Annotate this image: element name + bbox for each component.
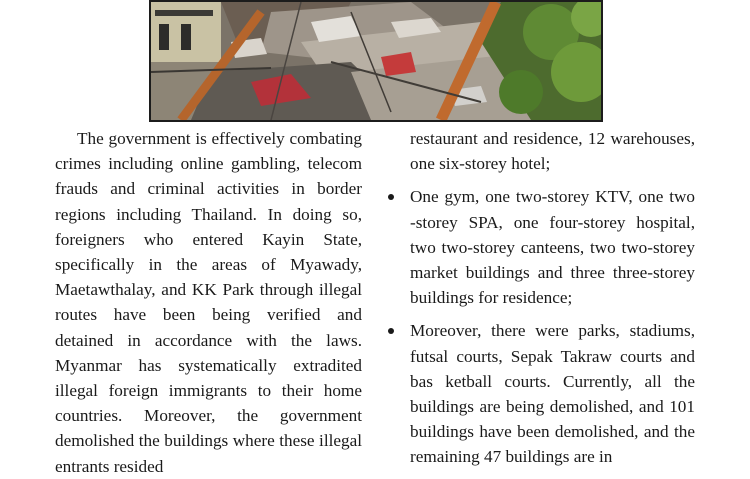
left-column [55, 126, 362, 479]
continuation-paragraph: restaurant and residence, 12 warehouses, one six-storey hotel; [410, 129, 695, 174]
bullet-item [386, 318, 695, 469]
rubble-illustration [151, 2, 601, 120]
demolished-buildings-photo [149, 0, 603, 122]
bullet-text: Moreover, there were parks, stadiums, futsal courts, Sepak Takraw courts and bas ketball courts. Currently, all the buildings are being demolished, and 101 buildings have been demolished, and the remaining 47 buildings are in [410, 321, 695, 467]
bullet-text: One gym, one two-storey KTV, one two -storey SPA, one four-storey hospital, two two-storey canteens, two two-storey market buildings and three three-storey buildings for residence; [410, 187, 695, 308]
body-paragraph: The government is effectively combating crimes including online gambling, telecom frauds and criminal activities in border regions including Thailand. In doing so, foreigners who entered Kayin State, specifically in the areas of Myawady, Maetawthalay, and KK Park through illegal routes have been being verified and detained in accordance with the laws. Myanmar has systematically extradited illegal foreign immigrants to their home countries. Moreover, the government demolished the buildings where these illegal entrants resided [55, 129, 362, 476]
right-column [386, 126, 695, 478]
bullet-item [386, 184, 695, 310]
bullet-dot-icon [388, 194, 394, 200]
bullet-list [386, 184, 695, 469]
bullet-dot-icon [388, 328, 394, 334]
